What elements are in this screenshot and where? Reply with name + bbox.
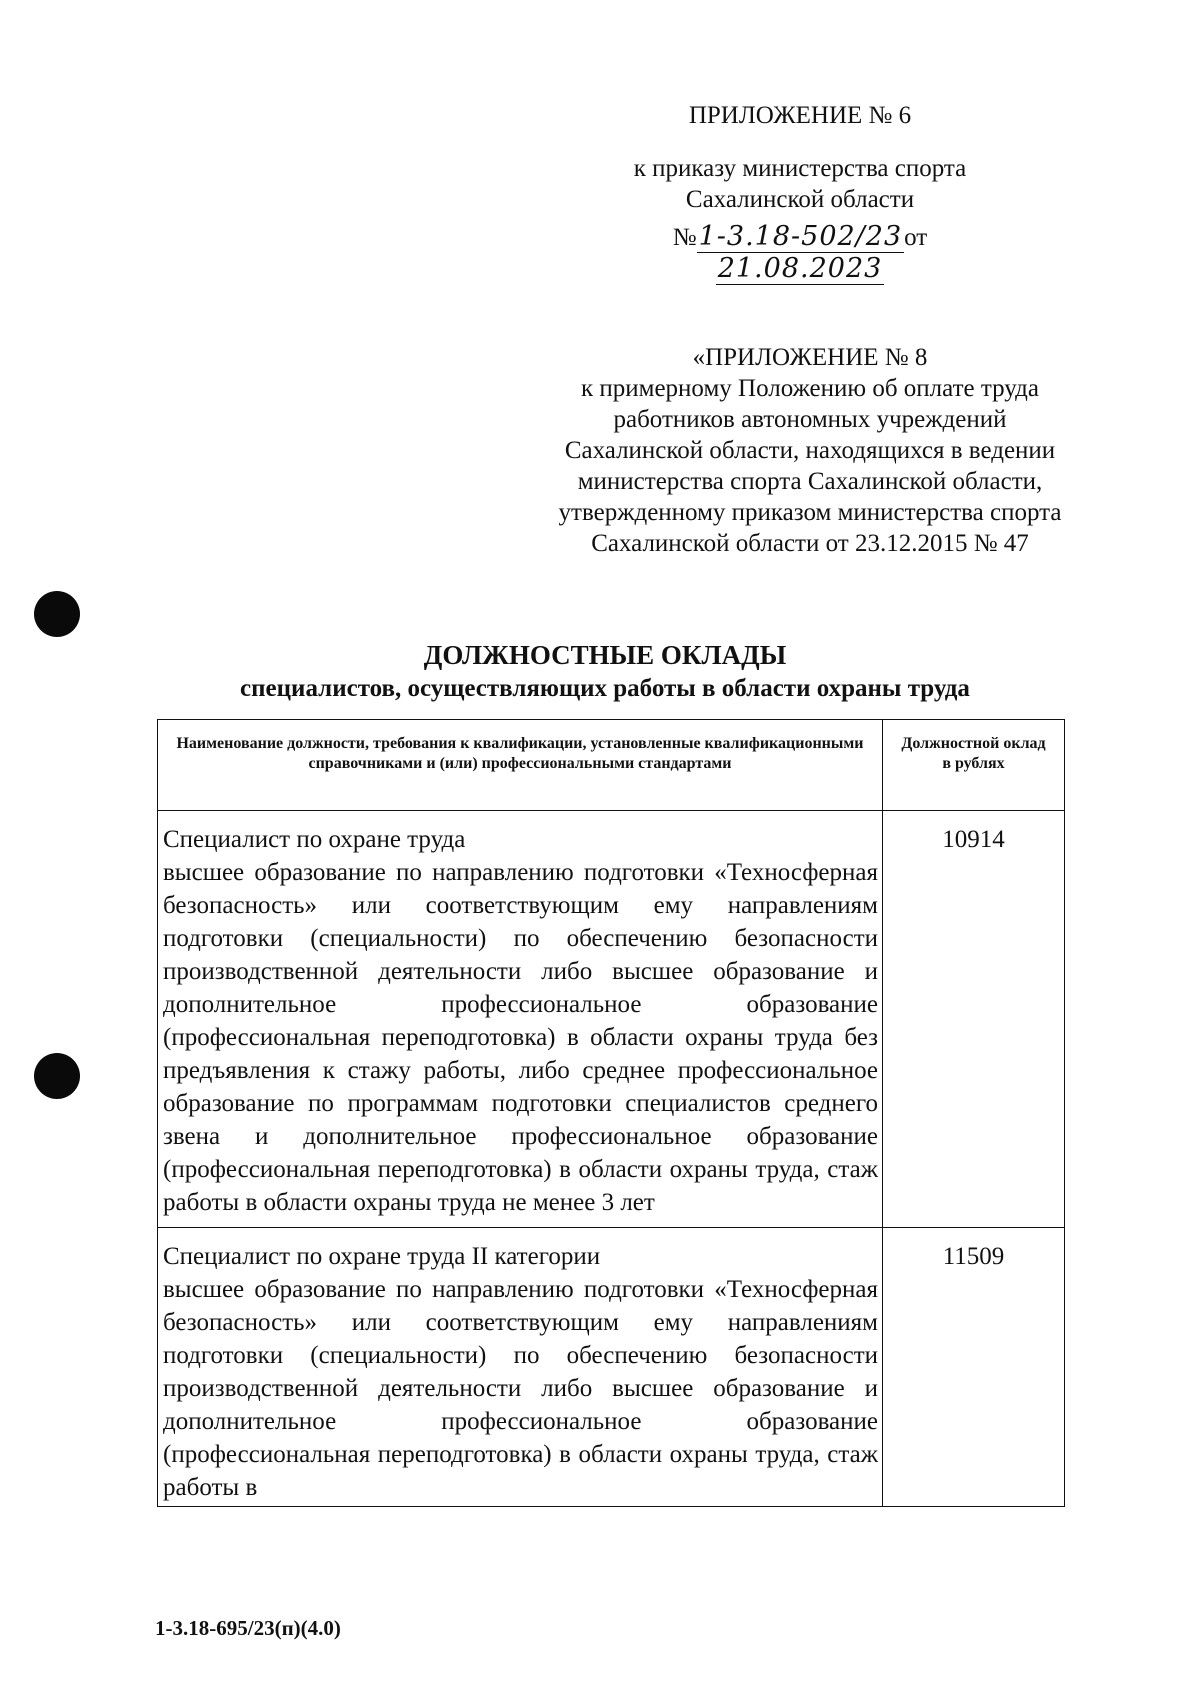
number-prefix: №	[672, 224, 697, 251]
header-position-requirements: Наименование должности, требования к квалификации, установленные квалификационными справочниками и (или) профессиональными стандартами	[158, 720, 883, 811]
row-description	[158, 811, 883, 1228]
salary-value: 10914	[883, 811, 1065, 1228]
appendix-line: утвержденному приказом министерства спорта	[558, 499, 1062, 526]
attachment-title: ПРИЛОЖЕНИЕ № 6	[688, 102, 912, 129]
attachment-line-1: к приказу министерства спорта	[633, 155, 967, 182]
table-row	[158, 811, 1065, 1228]
salary-table	[157, 719, 1065, 1507]
header-salary: Должностной оклад в рублях	[883, 720, 1065, 811]
document-title: ДОЛЖНОСТНЫЕ ОКЛАДЫ	[423, 640, 787, 670]
appendix-line: работников автономных учреждений	[613, 406, 1007, 433]
appendix-line: к примерному Положению об оплате труда	[580, 375, 1040, 402]
position-name: Специалист по охране труда	[163, 826, 466, 853]
date-prefix: от	[904, 224, 928, 251]
appendix-line: Сахалинской области, находящихся в ведении	[564, 437, 1056, 464]
position-requirements: высшее образование по направлению подготовки «Техносферная безопасность» или соответствующим ему направлениям подготовки (специальности) по обеспечению безопасности производственной деятельности либо высшее образование и дополнительное профессиональное образование (профессиональная переподготовка) в области охраны труда без предъявления к стажу работы, либо среднее профессиональное образование по программам подготовки специалистов среднего звена и дополнительное профессиональное образование (профессиональная переподготовка) в области охраны труда, стаж работы в области охраны труда не менее 3 лет	[163, 859, 878, 1216]
appendix-line: Сахалинской области от 23.12.2015 № 47	[591, 530, 1029, 557]
position-name: Специалист по охране труда II категории	[163, 1243, 601, 1270]
punch-hole-bottom	[34, 1053, 80, 1099]
table-row	[158, 1228, 1065, 1507]
order-number-handwritten: 1-3.18-502/23	[698, 221, 903, 252]
appendix-line: министерства спорта Сахалинской области,	[577, 468, 1043, 495]
row-description	[158, 1228, 883, 1507]
order-date-handwritten: 21.08.2023	[717, 253, 883, 284]
attachment-line-2: Сахалинской области	[685, 186, 915, 213]
position-requirements: высшее образование по направлению подготовки «Техносферная безопасность» или соответствующим ему направлениям подготовки (специальности) по обеспечению безопасности производственной деятельности либо высшее образование и дополнительное профессиональное образование (профессиональная переподготовка) в области охраны труда, стаж работы в	[163, 1276, 878, 1501]
attachment-number-date	[600, 221, 1000, 285]
table-header-row	[158, 720, 1065, 811]
salary-value: 11509	[883, 1228, 1065, 1507]
punch-hole-top	[34, 591, 80, 637]
attachment-header	[600, 100, 1000, 285]
document-code: 1-3.18-695/23(п)(4.0)	[155, 1616, 341, 1640]
document-subtitle: специалистов, осуществляющих работы в области охраны труда	[240, 675, 970, 702]
appendix-header	[515, 342, 1105, 559]
appendix-title: «ПРИЛОЖЕНИЕ № 8	[692, 344, 928, 371]
